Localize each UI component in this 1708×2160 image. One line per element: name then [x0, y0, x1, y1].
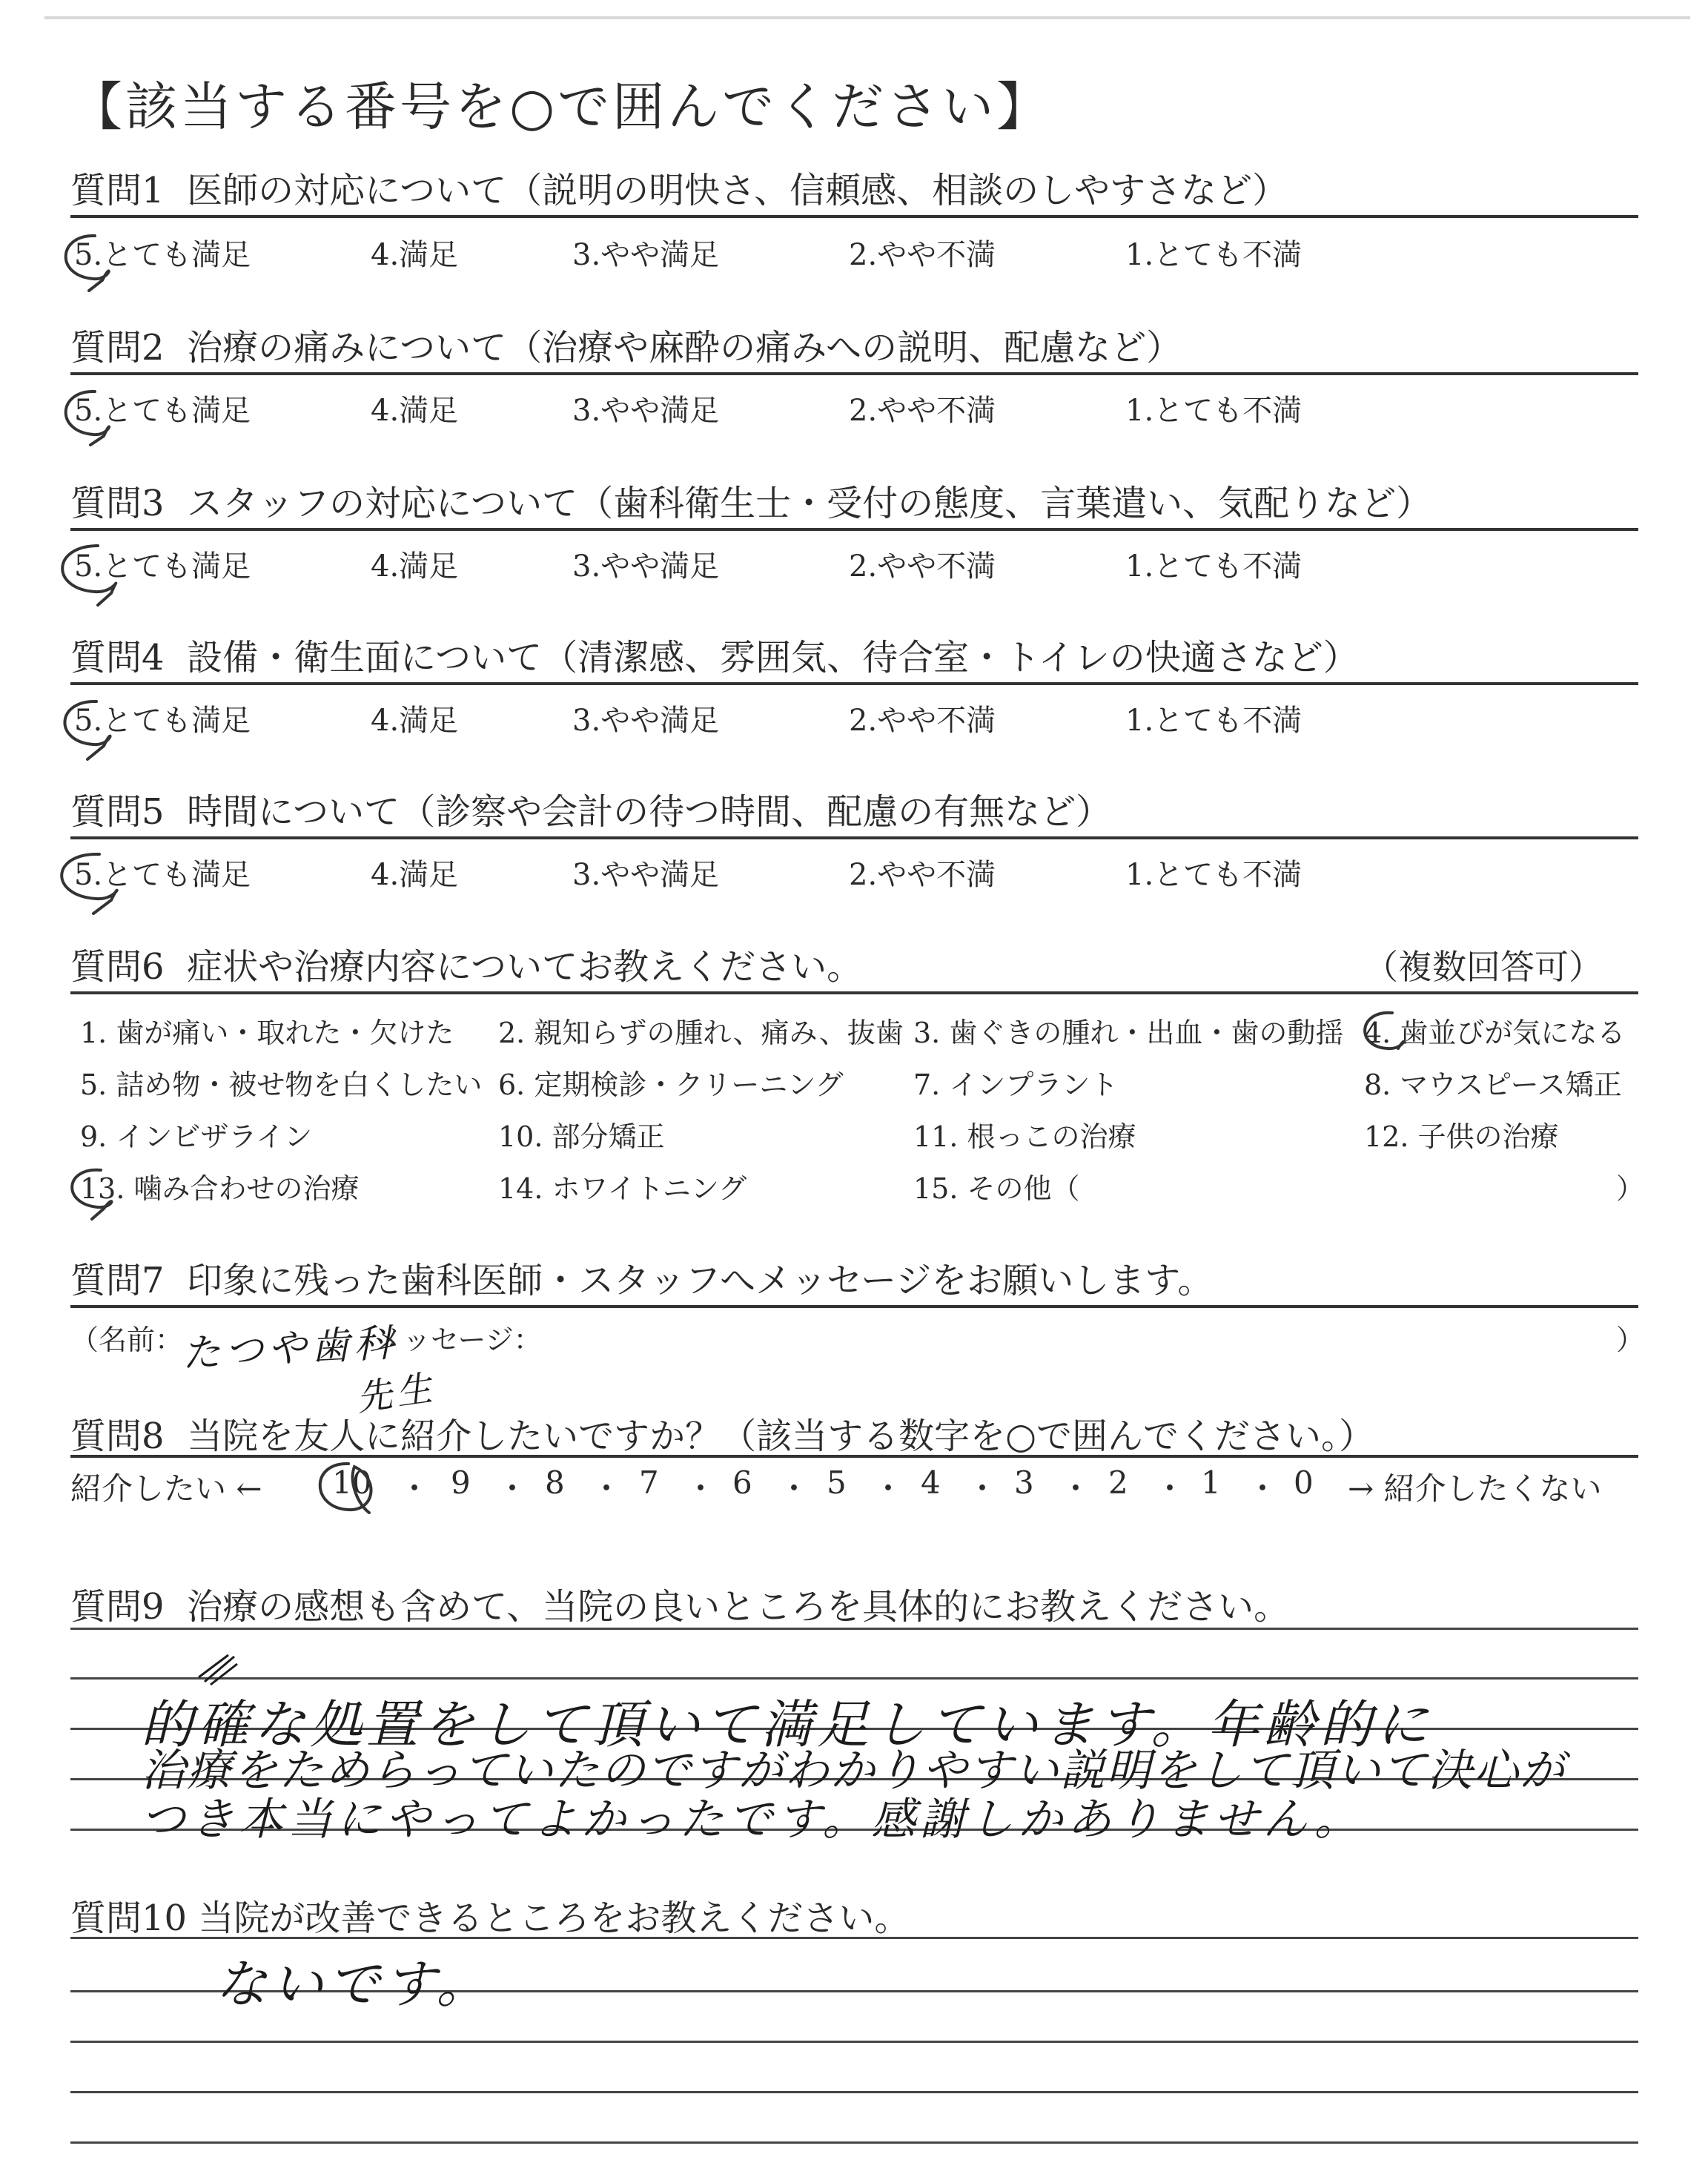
q3-option-4[interactable]: 4.満足 — [371, 549, 459, 584]
q8-label: 質問8 — [70, 1416, 165, 1457]
q4-text: 設備・衛生面について（清潔感、雰囲気、待合室・トイレの快適さなど） — [187, 637, 1359, 678]
q6-item-11[interactable]: 11. 根っこの治療 — [913, 1120, 1136, 1153]
q8-scale-9[interactable]: 9 — [451, 1464, 471, 1501]
scale-dot: ・ — [778, 1470, 810, 1507]
q8-scale-2[interactable]: 2 — [1108, 1464, 1128, 1501]
q6-item-13[interactable]: 13. 噛み合わせの治療 — [80, 1172, 360, 1205]
q2-option-3[interactable]: 3.やや満足 — [572, 394, 720, 428]
q6-item-15[interactable]: 15. その他（ — [913, 1172, 1080, 1205]
scale-dot: ・ — [497, 1470, 529, 1507]
q10-answer[interactable]: ないです。 — [215, 1954, 493, 2015]
q9-scribble-mark — [199, 1655, 237, 1685]
q8-scale-4[interactable]: 4 — [921, 1464, 941, 1501]
q5-label: 質問5 — [70, 791, 165, 833]
q4-option-3[interactable]: 3.やや満足 — [572, 704, 720, 738]
q10-heading — [70, 1889, 910, 1941]
q8-scale-1[interactable]: 1 — [1201, 1464, 1221, 1501]
q8-scale-10[interactable]: 10 — [332, 1464, 372, 1501]
q3-option-2[interactable]: 2.やや不満 — [849, 549, 996, 584]
q1-option-2[interactable]: 2.やや不満 — [849, 238, 996, 272]
q8-rule — [70, 1455, 1638, 1458]
q4-option-5[interactable]: 5.とても満足 — [74, 704, 251, 738]
q10-line-3 — [70, 2041, 1638, 2043]
q10-label: 質問10 — [70, 1898, 188, 1939]
q8-text: 当院を友人に紹介したいですか？（該当する数字を○で囲んでください。） — [187, 1416, 1374, 1457]
q9-heading — [70, 1578, 1289, 1629]
q6-rule — [70, 991, 1638, 994]
q6-item-12[interactable]: 12. 子供の治療 — [1364, 1120, 1559, 1153]
q7-handwritten-name[interactable]: たつや歯科 — [180, 1321, 398, 1377]
q5-option-3[interactable]: 3.やや満足 — [572, 858, 720, 892]
q9-line-1 — [70, 1628, 1638, 1630]
scale-dot: ・ — [1247, 1470, 1279, 1507]
q10-text: 当院が改善できるところをお教えください。 — [198, 1898, 910, 1939]
q9-answer-line-3[interactable]: つき本当にやってよかったです。感謝しかありません。 — [141, 1794, 1363, 1846]
q5-rule — [70, 836, 1638, 839]
scale-dot: ・ — [967, 1470, 999, 1507]
q5-option-1[interactable]: 1.とても不満 — [1125, 858, 1302, 892]
form-title: 【該当する番号を○で囲んでください】 — [70, 76, 1052, 137]
q6-item-5[interactable]: 5. 詰め物・被せ物を白くしたい — [80, 1069, 483, 1101]
scale-dot: ・ — [399, 1470, 431, 1507]
q7-close: ） — [1616, 1324, 1645, 1356]
q10-line-1 — [70, 1937, 1638, 1939]
q8-heading — [70, 1407, 1374, 1459]
q7-heading — [70, 1252, 1213, 1303]
q5-text: 時間について（診察や会計の待つ時間、配慮の有無など） — [187, 791, 1112, 833]
q6-item-2[interactable]: 2. 親知らずの腫れ、痛み、抜歯 — [498, 1017, 904, 1049]
q6-item-3[interactable]: 3. 歯ぐきの腫れ・出血・歯の動揺 — [913, 1017, 1344, 1049]
q2-rule — [70, 372, 1638, 375]
q6-item-1[interactable]: 1. 歯が痛い・取れた・欠けた — [80, 1017, 454, 1049]
q4-heading — [70, 629, 1359, 680]
q2-option-4[interactable]: 4.満足 — [371, 394, 459, 428]
q1-option-1[interactable]: 1.とても不満 — [1125, 238, 1302, 272]
q2-option-5[interactable]: 5.とても満足 — [74, 394, 251, 428]
q2-heading — [70, 319, 1182, 370]
q1-text: 医師の対応について（説明の明快さ、信頼感、相談のしやすさなど） — [187, 170, 1288, 211]
q10-line-4 — [70, 2091, 1638, 2093]
q4-label: 質問4 — [70, 637, 165, 678]
q5-option-4[interactable]: 4.満足 — [371, 858, 459, 892]
scale-dot: ・ — [685, 1470, 717, 1507]
q7-rule — [70, 1305, 1638, 1308]
q9-answer-line-2[interactable]: 治療をためらっていたのですがわかりやすい説明をして頂いて決心が — [141, 1745, 1566, 1797]
q4-option-1[interactable]: 1.とても不満 — [1125, 704, 1302, 738]
q6-item-8[interactable]: 8. マウスピース矯正 — [1364, 1069, 1622, 1101]
q9-line-2 — [70, 1677, 1638, 1680]
q1-option-3[interactable]: 3.やや満足 — [572, 238, 720, 272]
q3-text: スタッフの対応について（歯科衛生士・受付の態度、言葉遣い、気配りなど） — [187, 483, 1432, 524]
q6-item-10[interactable]: 10. 部分矯正 — [498, 1120, 665, 1153]
q8-scale-0[interactable]: 0 — [1294, 1464, 1314, 1501]
q2-label: 質問2 — [70, 327, 165, 369]
q10-line-5 — [70, 2141, 1638, 2144]
q2-option-1[interactable]: 1.とても不満 — [1125, 394, 1302, 428]
q8-scale-6[interactable]: 6 — [732, 1464, 752, 1501]
q8-scale-5[interactable]: 5 — [827, 1464, 847, 1501]
q4-option-2[interactable]: 2.やや不満 — [849, 704, 996, 738]
q5-heading — [70, 783, 1111, 834]
scale-dot: ・ — [1060, 1470, 1092, 1507]
q3-option-1[interactable]: 1.とても不満 — [1125, 549, 1302, 584]
q8-scale-8[interactable]: 8 — [545, 1464, 565, 1501]
q6-item-15-close: ） — [1616, 1172, 1645, 1205]
q8-right-label: → 紹介したくない — [1348, 1470, 1602, 1507]
q6-item-9[interactable]: 9. インビザライン — [80, 1120, 313, 1153]
q3-heading — [70, 475, 1431, 526]
q6-item-4[interactable]: 4. 歯並びが気になる — [1364, 1017, 1626, 1049]
q9-answer-line-1[interactable]: 的確な処置をして頂いて満足しています。年齢的に — [141, 1694, 1433, 1755]
q7-handwritten-name-2[interactable]: 先生 — [354, 1367, 440, 1420]
scale-dot: ・ — [873, 1470, 904, 1507]
q3-option-5[interactable]: 5.とても満足 — [74, 549, 251, 584]
q5-option-2[interactable]: 2.やや不満 — [849, 858, 996, 892]
q8-left-label: 紹介したい ← — [70, 1470, 262, 1507]
q9-label: 質問9 — [70, 1586, 165, 1628]
scale-dot: ・ — [591, 1470, 623, 1507]
q8-scale-7[interactable]: 7 — [639, 1464, 659, 1501]
q6-multiple-note: （複数回答可） — [1364, 947, 1603, 987]
q1-heading — [70, 162, 1288, 213]
q7-text: 印象に残った歯科医師・スタッフへメッセージをお願いします。 — [187, 1260, 1214, 1301]
q6-label: 質問6 — [70, 946, 165, 988]
q2-text: 治療の痛みについて（治療や麻酔の痛みへの説明、配慮など） — [187, 327, 1182, 369]
q9-text: 治療の感想も含めて、当院の良いところを具体的にお教えください。 — [187, 1586, 1290, 1628]
q7-name-label: （名前： — [70, 1324, 184, 1356]
q6-text: 症状や治療内容についてお教えください。 — [187, 946, 863, 988]
q1-rule — [70, 215, 1638, 218]
q6-item-7[interactable]: 7. インプラント — [913, 1069, 1119, 1101]
q7-label: 質問7 — [70, 1260, 165, 1301]
q5-option-5[interactable]: 5.とても満足 — [74, 858, 251, 892]
q4-option-4[interactable]: 4.満足 — [371, 704, 459, 738]
q4-rule — [70, 682, 1638, 685]
q1-option-5[interactable]: 5.とても満足 — [74, 238, 251, 272]
scale-dot: ・ — [1154, 1470, 1186, 1507]
q3-option-3[interactable]: 3.やや満足 — [572, 549, 720, 584]
q1-label: 質問1 — [70, 170, 165, 211]
q6-heading — [70, 938, 862, 989]
q7-message-label: メッセージ： — [374, 1324, 542, 1356]
top-border — [44, 16, 1690, 19]
q2-option-2[interactable]: 2.やや不満 — [849, 394, 996, 428]
q3-label: 質問3 — [70, 483, 165, 524]
q3-rule — [70, 528, 1638, 531]
q6-item-14[interactable]: 14. ホワイトニング — [498, 1172, 747, 1205]
q6-item-6[interactable]: 6. 定期検診・クリーニング — [498, 1069, 844, 1101]
q8-scale-3[interactable]: 3 — [1014, 1464, 1034, 1501]
q1-option-4[interactable]: 4.満足 — [371, 238, 459, 272]
